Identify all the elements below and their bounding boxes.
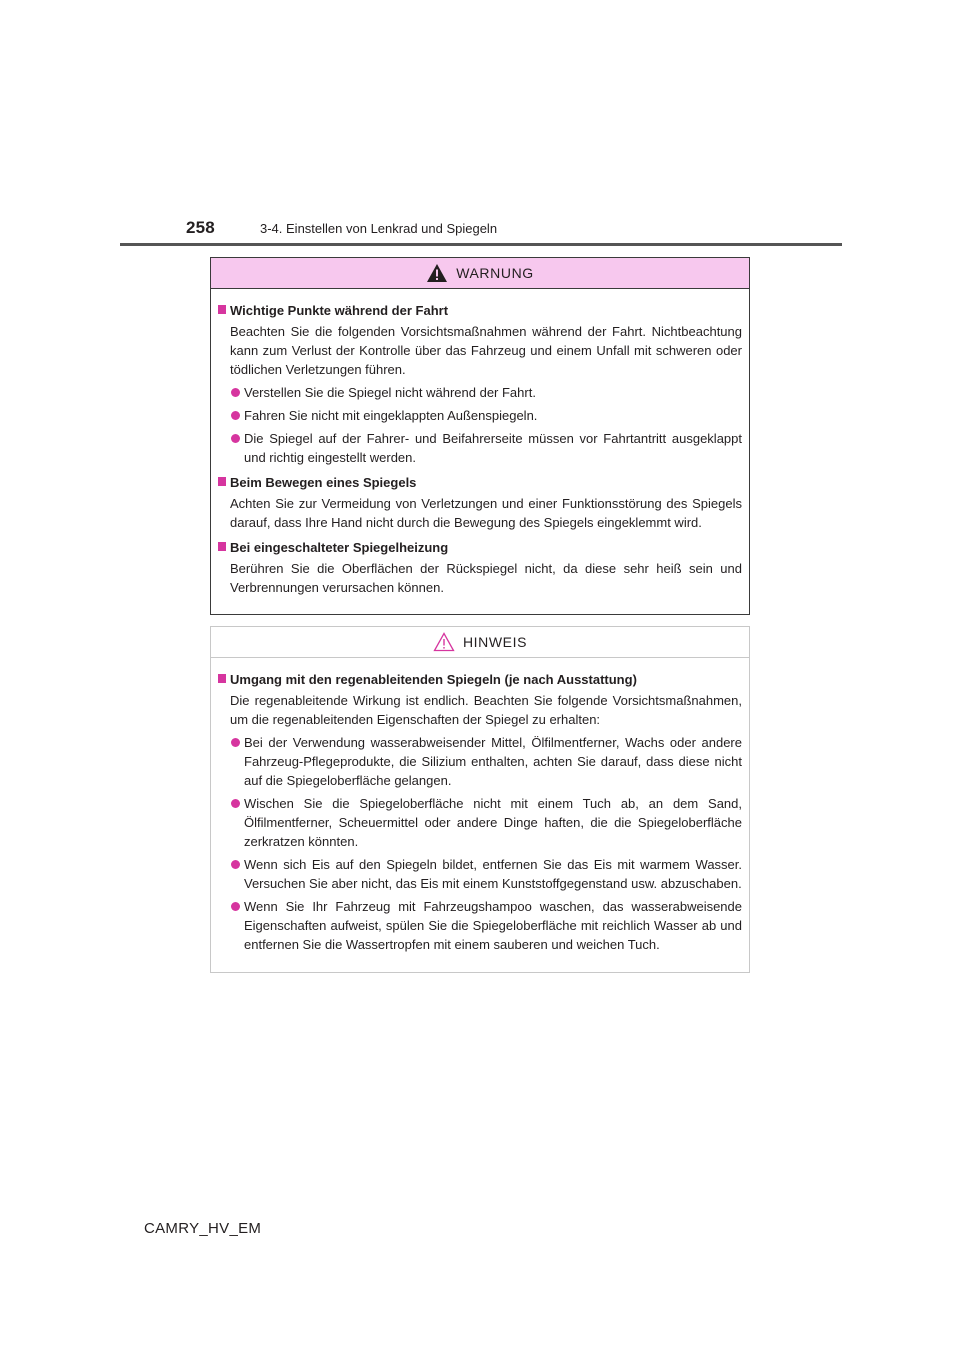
round-bullet-icon bbox=[231, 434, 240, 443]
square-bullet-icon bbox=[218, 305, 226, 314]
warning-heading-1: Wichtige Punkte während der Fahrt bbox=[218, 301, 742, 320]
notice-text-1: Die regenableitende Wirkung ist endlich. Beachten Sie folgende Vorsichtsmaßnahmen, um die regenableitenden Eigenschaften der Spiegel zu erhalten: bbox=[230, 693, 742, 727]
warning-bullet-3: Die Spiegel auf der Fahrer- und Beifahrerseite müssen vor Fahrtantritt ausgeklappt und richtig eingestellt werden. bbox=[218, 429, 742, 467]
round-bullet-icon bbox=[231, 860, 240, 869]
warning-text-1: Beachten Sie die folgenden Vorsichtsmaßnahmen während der Fahrt. Nichtbeachtung kann zum Verlust der Kontrolle über das Fahrzeug und einem Unfall mit schweren oder tödlichen Verletzungen führen. bbox=[230, 324, 742, 377]
notice-bullet-3: Wenn sich Eis auf den Spiegeln bildet, entfernen Sie das Eis mit warmem Wasser. Versuchen Sie aber nicht, das Eis mit einem Kunststoffgegenstand usw. abzuschaben. bbox=[218, 855, 742, 893]
warning-bullet-2: Fahren Sie nicht mit eingeklappten Außenspiegeln. bbox=[218, 406, 742, 425]
warning-body bbox=[211, 289, 749, 597]
warning-text-3: Berühren Sie die Oberflächen der Rückspiegel nicht, da diese sehr heiß sein und Verbrennungen verursachen können. bbox=[230, 561, 742, 595]
notice-bullet-2: Wischen Sie die Spiegeloberfläche nicht mit einem Tuch ab, an dem Sand, Ölfilmentferner, Scheuermittel oder andere Dinge haften, die die Spiegeloberfläche zerkratzen könnten. bbox=[218, 794, 742, 851]
round-bullet-icon bbox=[231, 799, 240, 808]
warning-bullet-1: Verstellen Sie die Spiegel nicht während der Fahrt. bbox=[218, 383, 742, 402]
round-bullet-icon bbox=[231, 738, 240, 747]
warning-triangle-filled-icon bbox=[426, 263, 448, 283]
notice-header bbox=[211, 627, 749, 658]
warning-title: WARNUNG bbox=[456, 265, 534, 281]
notice-triangle-outline-icon bbox=[433, 632, 455, 652]
notice-bullet-4: Wenn Sie Ihr Fahrzeug mit Fahrzeugshampoo waschen, das wasserabweisende Eigenschaften aufweist, spülen Sie die Spiegeloberfläche mit reichlich Wasser ab und entfernen Sie die Wassertropfen mit einem sauberen und weichen Tuch. bbox=[218, 897, 742, 954]
notice-heading-1: Umgang mit den regenableitenden Spiegeln (je nach Ausstattung) bbox=[218, 670, 742, 689]
warning-box bbox=[210, 257, 750, 615]
warning-heading-2: Beim Bewegen eines Spiegels bbox=[218, 473, 742, 492]
square-bullet-icon bbox=[218, 674, 226, 683]
section-title: 3-4. Einstellen von Lenkrad und Spiegeln bbox=[260, 221, 498, 236]
warning-heading-3: Bei eingeschalteter Spiegelheizung bbox=[218, 538, 742, 557]
warning-header bbox=[211, 258, 749, 289]
round-bullet-icon bbox=[231, 411, 240, 420]
notice-bullet-1: Bei der Verwendung wasserabweisender Mittel, Ölfilmentferner, Wachs oder andere Fahrzeug-Pflegeprodukte, die Silizium enthalten, achten Sie darauf, dass diese nicht auf die Spiegeloberfläche gelangen. bbox=[218, 733, 742, 790]
notice-title: HINWEIS bbox=[462, 634, 528, 650]
footer-code: CAMRY_HV_EM bbox=[144, 1220, 262, 1237]
notice-body bbox=[211, 658, 749, 954]
warning-text-2: Achten Sie zur Vermeidung von Verletzungen und einer Funktionsstörung des Spiegels darauf, dass Ihre Hand nicht durch die Bewegung des Spiegels eingeklemmt wird. bbox=[230, 496, 742, 530]
notice-box bbox=[210, 626, 750, 973]
square-bullet-icon bbox=[218, 542, 226, 551]
header-rule bbox=[120, 243, 842, 246]
page-number: 258 bbox=[186, 218, 215, 237]
square-bullet-icon bbox=[218, 477, 226, 486]
round-bullet-icon bbox=[231, 388, 240, 397]
round-bullet-icon bbox=[231, 902, 240, 911]
